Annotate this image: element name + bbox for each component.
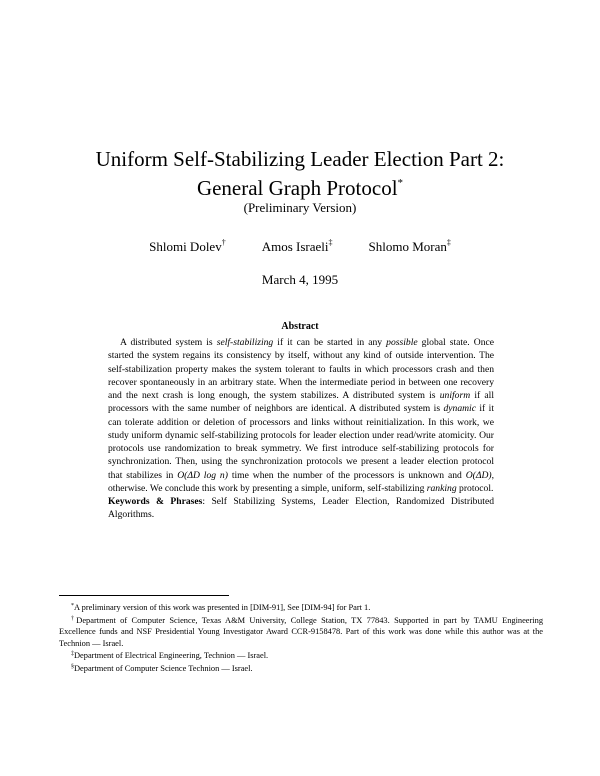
footnote: §Department of Computer Science Technion — Israel. [71, 663, 253, 673]
footnote: †Department of Computer Science, Texas A&M University, College Station, TX 77843. Supported in part by TAMU Engineering Excellence funds and NSF Presidential Young Investigator Award CCR-9158478. Part of this work was done while this author was at the Technion — Israel. [59, 615, 544, 648]
author: Amos Israeli‡ [261, 238, 333, 254]
date: March 4, 1995 [261, 272, 339, 287]
author-list [0, 238, 600, 255]
title-line-2: General Graph Protocol* [196, 176, 404, 200]
title-footnote-mark: * [397, 177, 404, 189]
keywords-label: Keywords & Phrases [108, 496, 203, 507]
subtitle: (Preliminary Version) [243, 200, 357, 215]
abstract-body [108, 336, 494, 522]
author: Shlomo Moran‡ [368, 238, 451, 254]
paper-title [0, 147, 600, 200]
footnotes [59, 601, 543, 675]
abstract-paragraph: A distributed system is self-stabilizing if it can be started in any possible global state. Once started the system regains its consistency by itself, without any kind of outside intervention. The self-stabilization property makes the system tolerant to faults in which processors crash and then recover spontaneously in an arbitrary state. When the intermediate period in between one recovery and the next crash is long enough, the system stabilizes. A distributed system is uniform if all processors with the same number of neighbors are identical. A distributed system is dynamic if it can tolerate addition or deletion of processors and links without reinitialization. In this work, we study uniform dynamic self-stabilizing protocols for leader election under read/write atomicity. Our protocols use randomization to break symmetry. We first introduce self-stabilizing protocols for synchronization. Then, using the synchronization protocols we present a leader election protocol that stabilizes in O(ΔD log n) time when the number of the processors is unknown and O(ΔD), otherwise. We conclude this work by presenting a simple, uniform, self-stabilizing ranking protocol. [108, 337, 495, 494]
footnote-rule [59, 595, 229, 596]
title-line-1: Uniform Self-Stabilizing Leader Election Part 2: [95, 147, 505, 171]
footnote: *A preliminary version of this work was presented in [DIM-91], See [DIM-94] for Part 1. [71, 603, 371, 612]
footnote: ‡Department of Electrical Engineering, Technion — Israel. [71, 651, 269, 661]
abstract-heading: Abstract [281, 321, 319, 332]
author: Shlomi Dolev† [149, 238, 226, 254]
keywords: Keywords & Phrases: Self Stabilizing Systems, Leader Election, Randomized Distributed Algorithms. [108, 496, 494, 521]
